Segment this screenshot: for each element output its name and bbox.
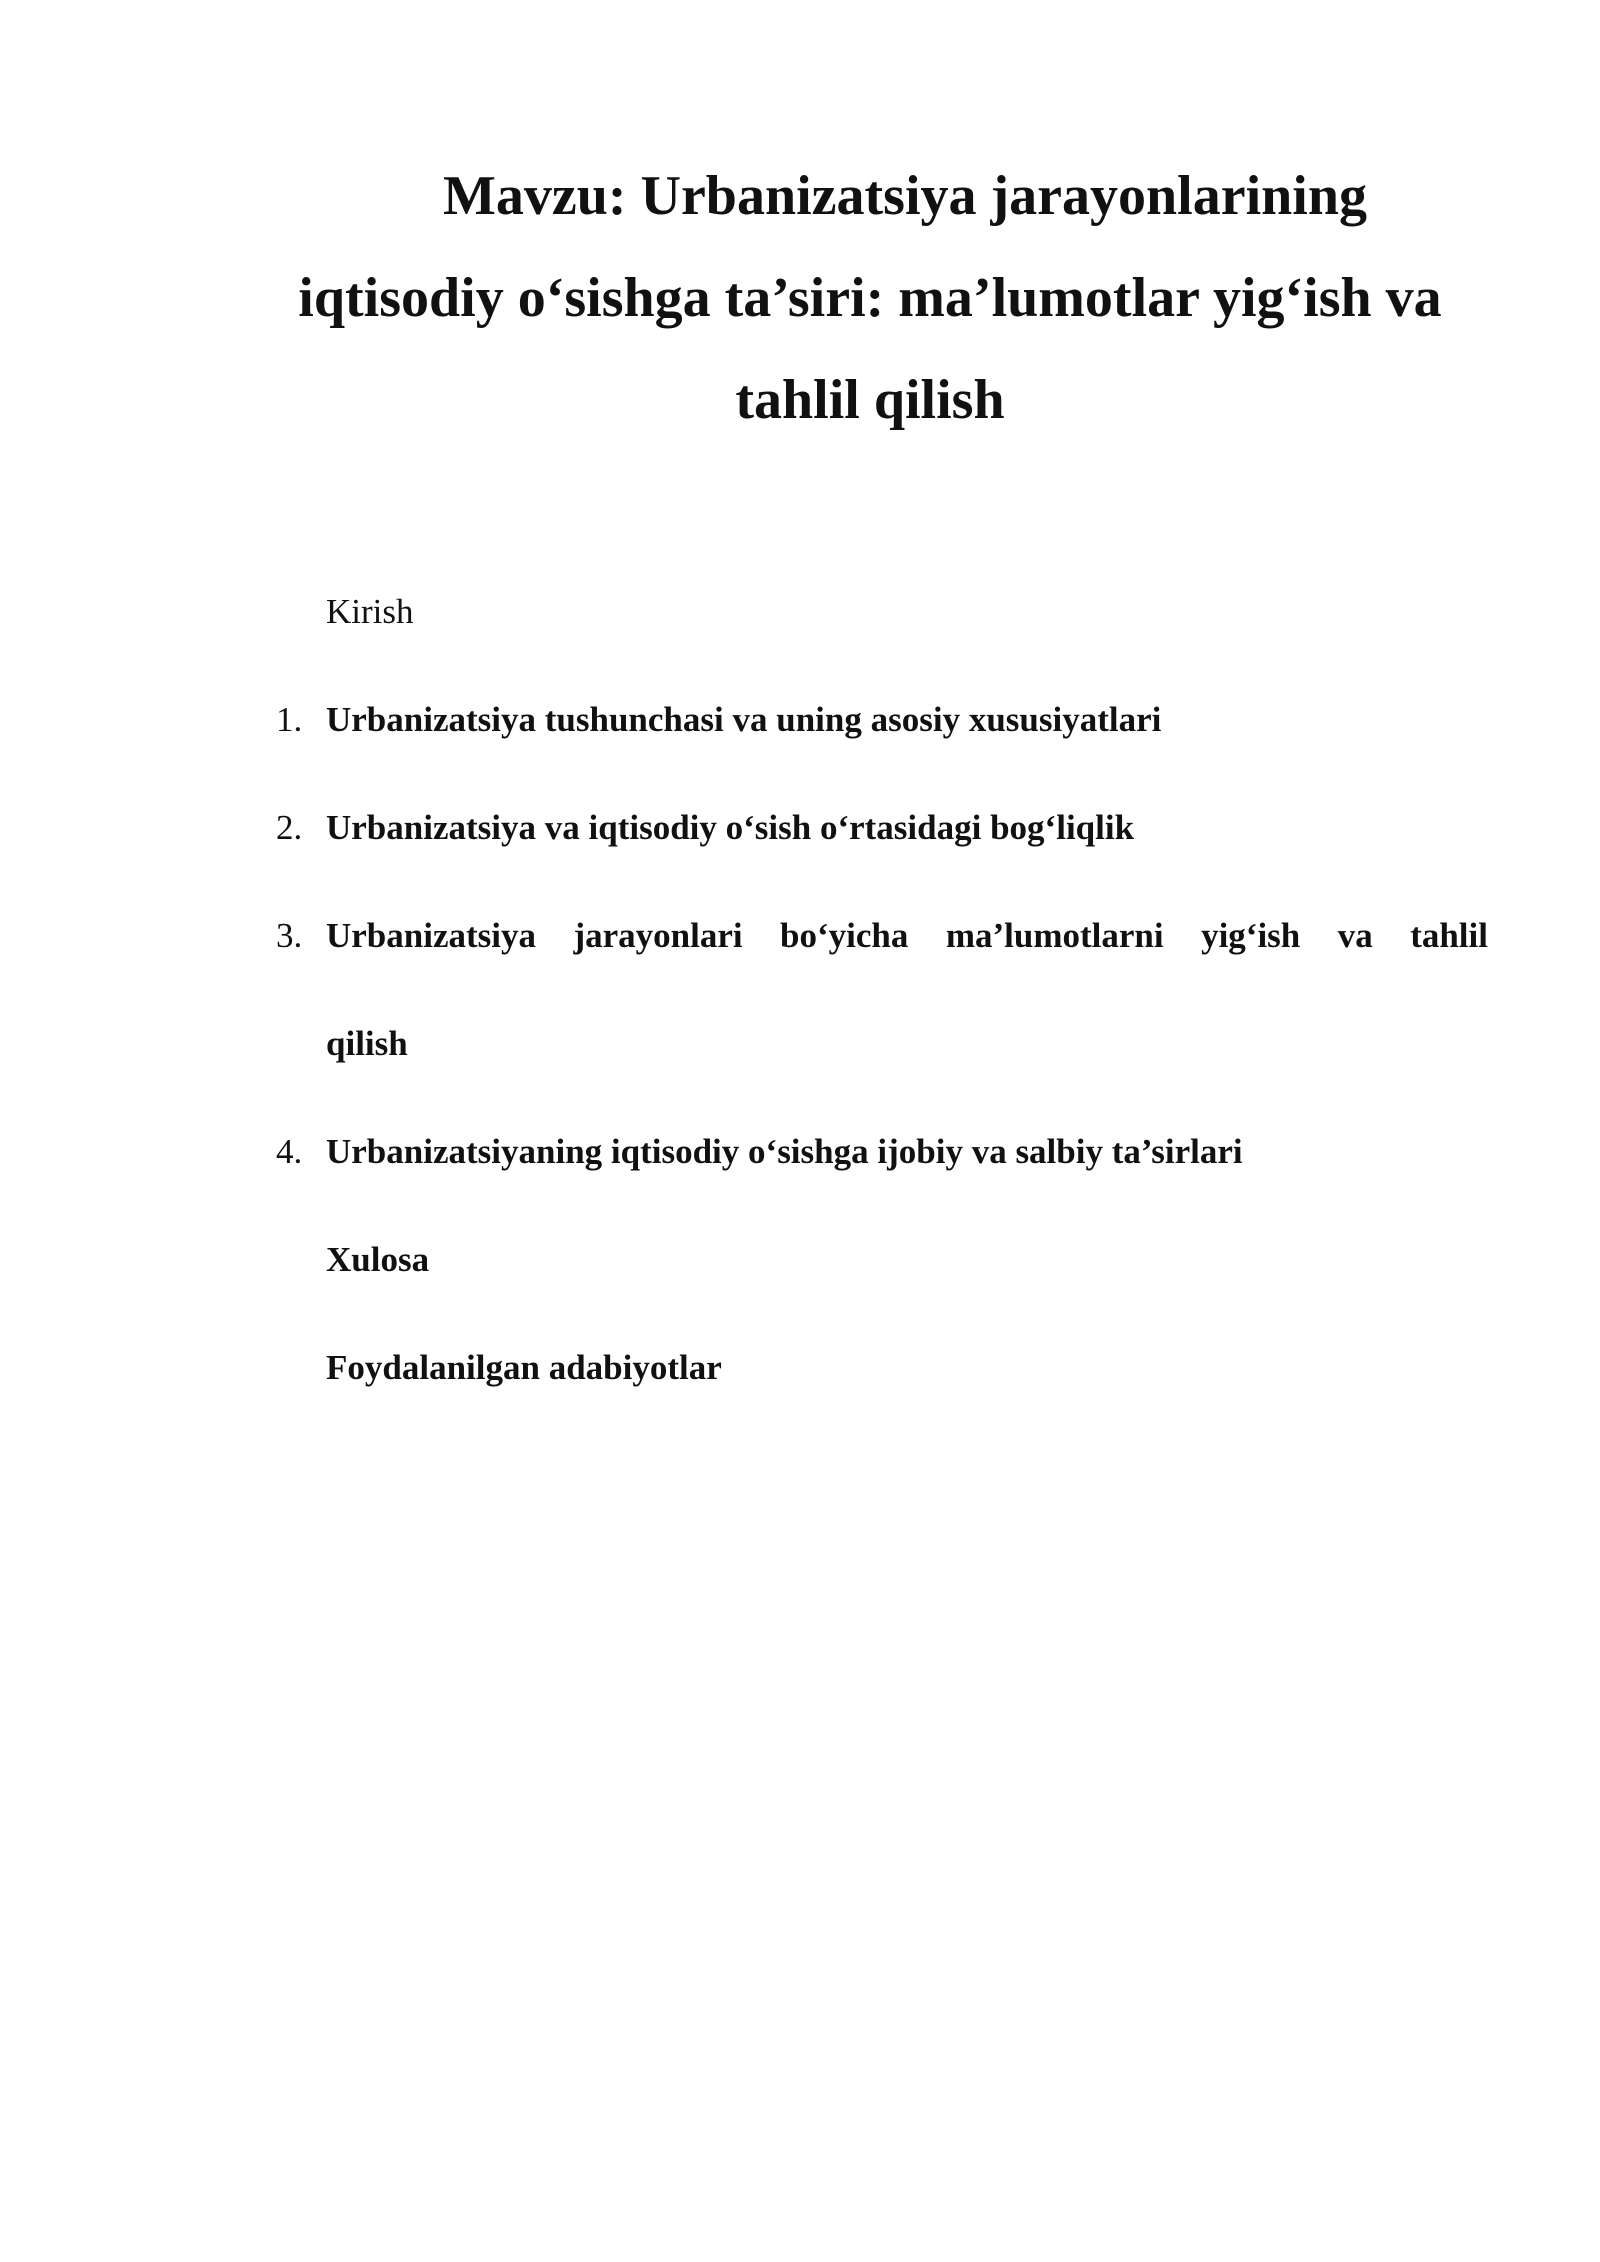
toc-word: bo‘yicha — [780, 916, 909, 955]
toc-word: va — [1337, 916, 1373, 955]
toc-item-2 — [276, 808, 1488, 848]
toc-item-text: Urbanizatsiya tushunchasi va uning asosiy xususiyatlari — [326, 700, 1162, 739]
toc-item-number: 1. — [276, 700, 303, 739]
toc-references: Foydalanilgan adabiyotlar — [326, 1348, 722, 1387]
toc-item-text — [326, 916, 1488, 956]
toc-item-text: Urbanizatsiya va iqtisodiy o‘sish o‘rtasidagi bog‘liqlik — [326, 808, 1135, 847]
toc-word: yig‘ish — [1201, 916, 1301, 955]
toc-word: tahlil — [1410, 916, 1488, 955]
toc-item-3-continuation: qilish — [326, 1024, 408, 1063]
toc-item-number: 4. — [276, 1132, 303, 1171]
title-line-1: Mavzu: Urbanizatsiya jarayonlarining — [443, 165, 1367, 227]
title-line-2: iqtisodiy o‘sishga ta’siri: ma’lumotlar yig‘ish va — [298, 267, 1442, 329]
toc-word: Urbanizatsiya — [326, 916, 536, 955]
toc-item-3 — [276, 916, 1488, 956]
document-title — [250, 145, 1490, 451]
title-line-3: tahlil qilish — [735, 369, 1005, 431]
toc-word: jarayonlari — [573, 916, 743, 955]
toc-item-number: 3. — [276, 916, 303, 955]
toc-intro: Kirish — [326, 592, 414, 631]
toc-item-number: 2. — [276, 808, 303, 847]
toc-item-4 — [276, 1132, 1488, 1172]
toc-word: ma’lumotlarni — [945, 916, 1164, 955]
toc-item-1 — [276, 700, 1488, 740]
toc-item-text: Urbanizatsiyaning iqtisodiy o‘sishga ijobiy va salbiy ta’sirlari — [326, 1132, 1243, 1171]
toc-conclusion: Xulosa — [326, 1240, 430, 1279]
